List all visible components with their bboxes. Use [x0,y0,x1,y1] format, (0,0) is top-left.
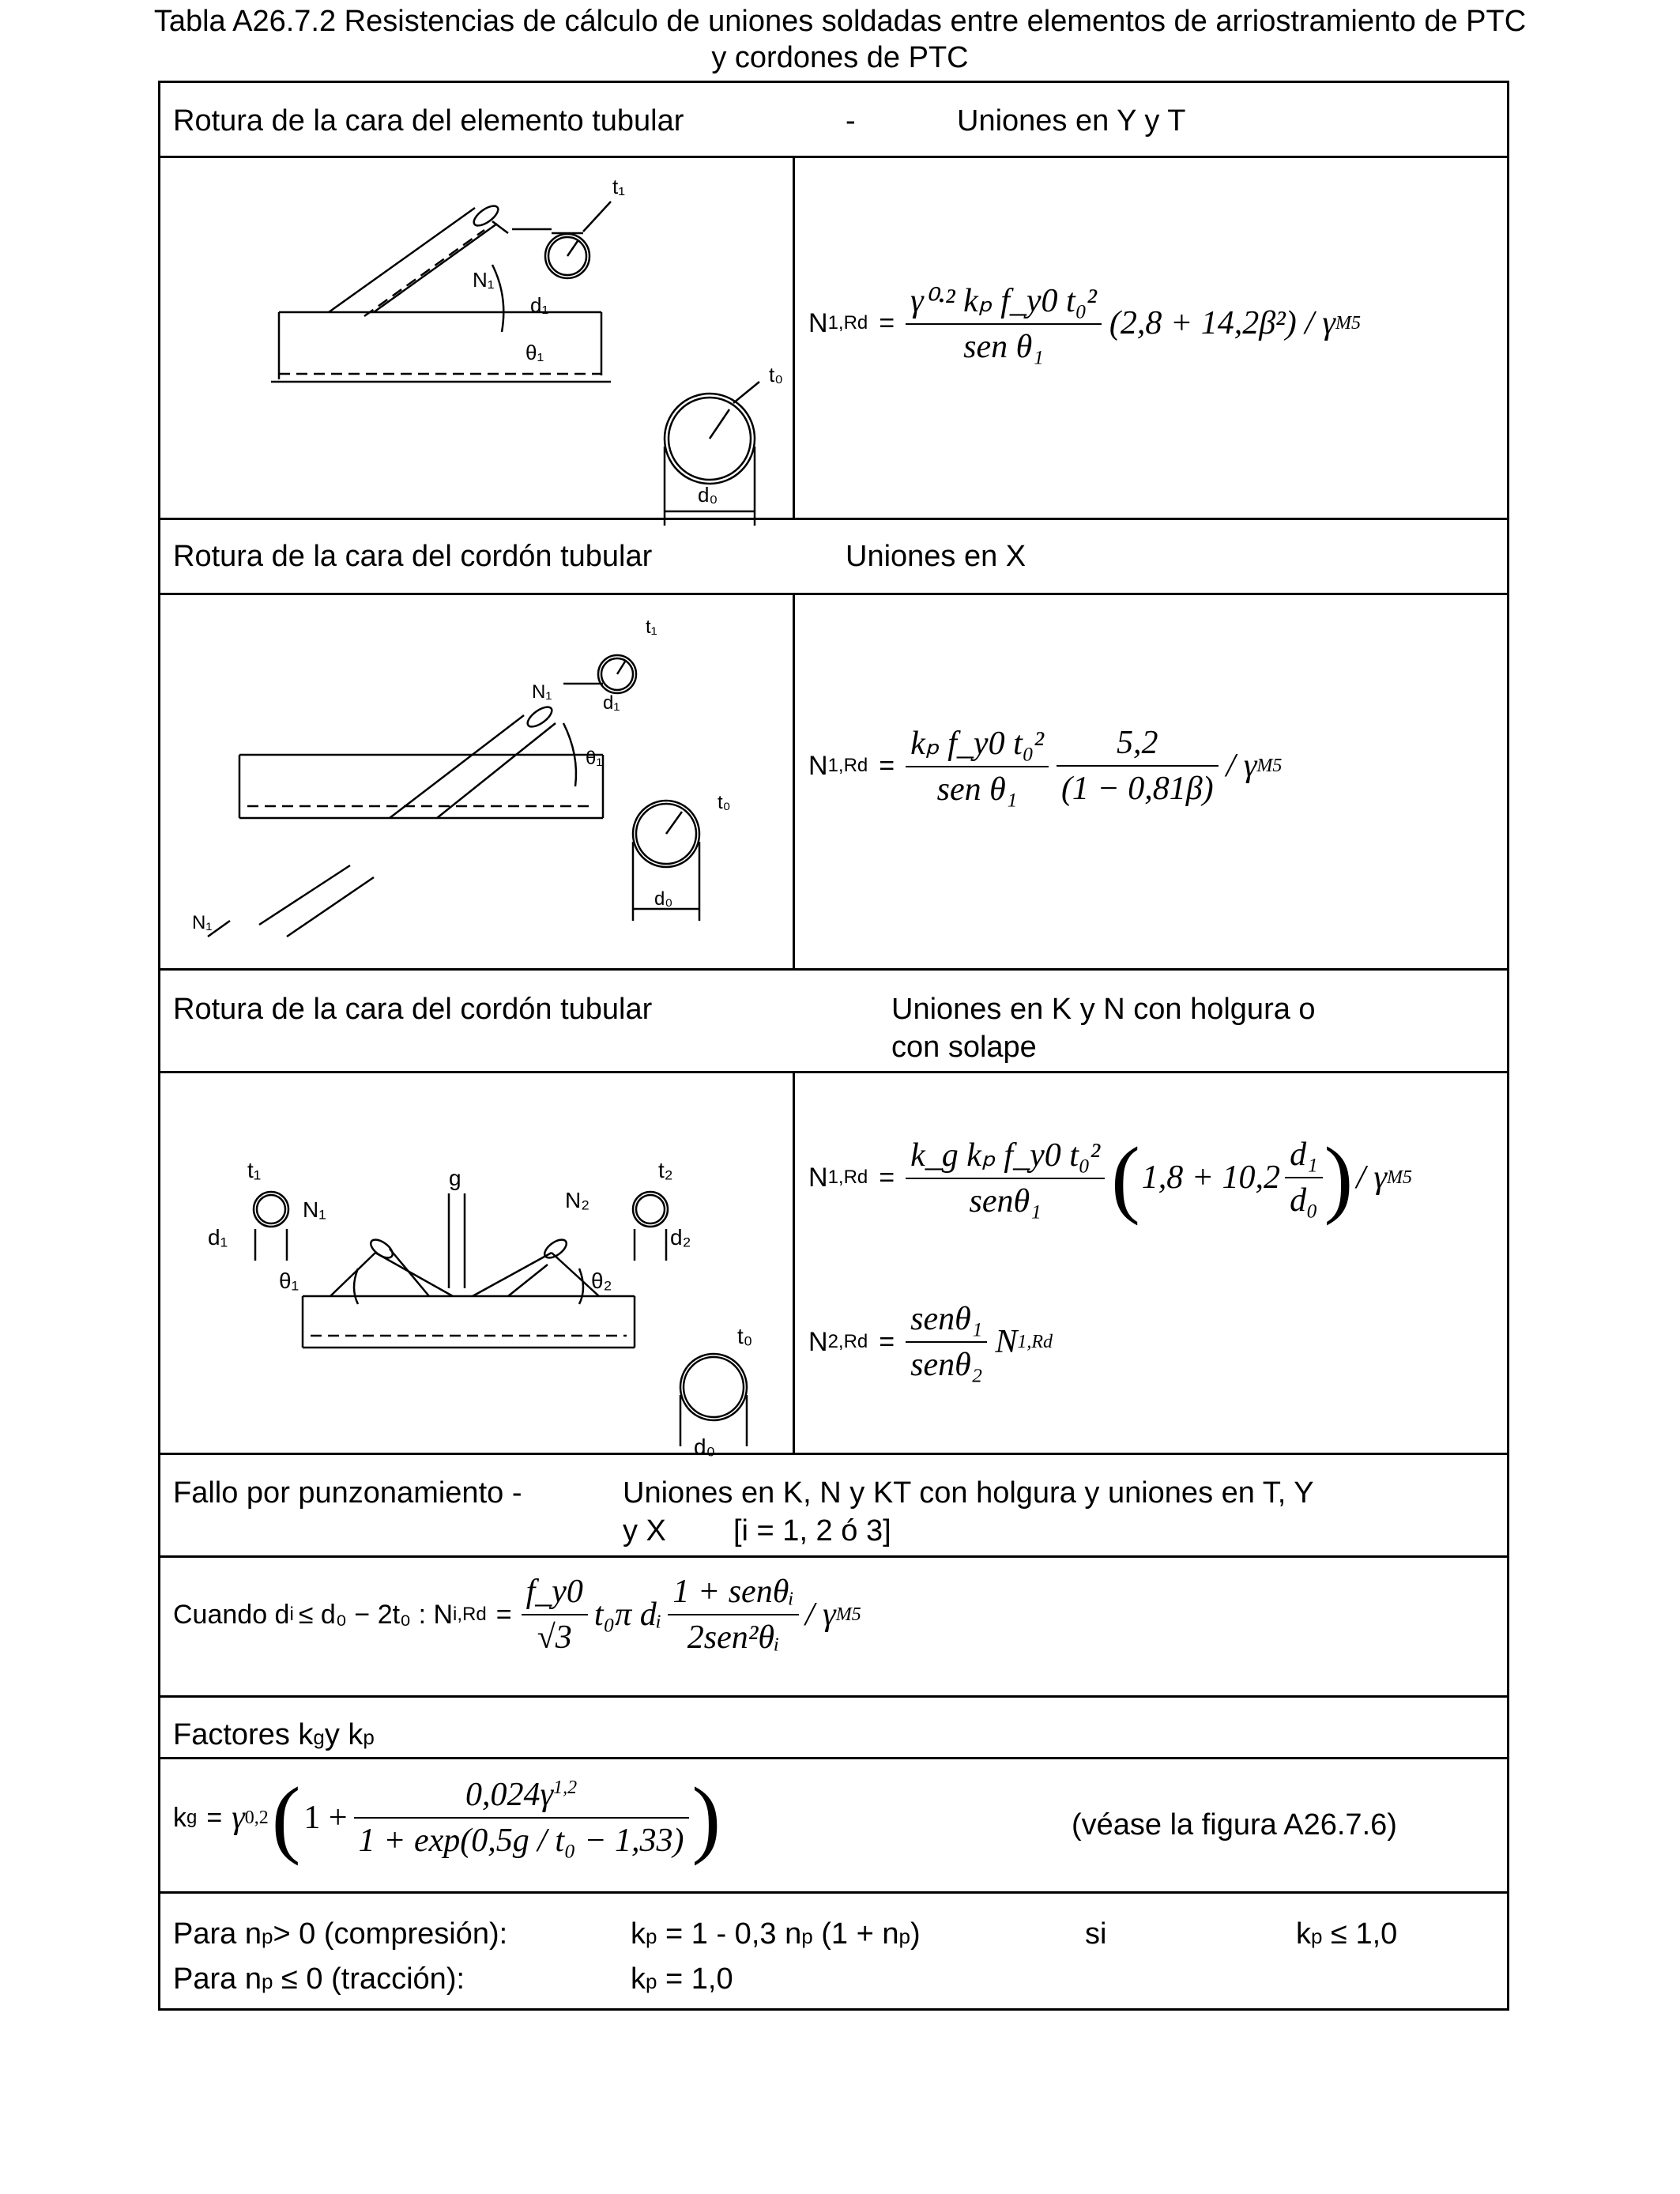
row8-si: si [1085,1917,1107,1951]
row3-formula-N2: N 2,Rd = $\frac{\text{senθ₁}}{\text{senθ₂}}$ N 1,Rd [808,1301,1053,1383]
label-theta1: θ₁ [525,341,544,364]
row-divider [160,156,1507,158]
label-t1: t₁ [612,175,625,198]
row2-formula: N 1,Rd = $\frac{\text{kₚ f\_y0 t₀²}}{\text{sen θ₁}}$ $\frac{5,2}{(1 - 0,81\beta)}$ / γ M5 [808,725,1283,808]
row1-formula: N 1,Rd = $\frac{\text{γ⁰·² kₚ f\_y0 t₀²}}{\text{sen θ₁}}$ (2,8 + 14,2β²) / γ M5 [808,281,1361,366]
table-title [0,3,1680,76]
row3-right-heading-1: Uniones en K y N con holgura o [891,993,1316,1026]
row8-kp-tension: kp = 1,0 [631,1962,733,1996]
row-divider [160,593,1507,595]
label-t1: t₁ [646,616,657,638]
y-t-joint-figure [271,170,785,518]
label-N2: N₂ [565,1188,590,1212]
row8-compression: Para np> 0 (compresión): [173,1917,508,1951]
label-t0: t₀ [769,363,784,386]
label-g: g [449,1166,461,1190]
row-divider [160,1757,1507,1759]
row-divider [160,518,1507,520]
row-divider [160,968,1507,971]
col-divider [793,593,795,968]
row1-right-heading: Uniones en Y y T [957,104,1186,138]
label-N1: N₁ [532,681,552,703]
label-d0: d₀ [654,888,673,910]
row8-kp-compression: kp = 1 - 0,3 np (1 + np) [631,1917,921,1951]
label-theta1: θ₁ [279,1269,299,1293]
row-divider [160,1453,1507,1455]
row-divider [160,1695,1507,1698]
row4-right-line-2b: [i = 1, 2 ó 3] [733,1514,891,1547]
row7-figure-reference: (véase la figura A26.7.6) [1072,1808,1397,1842]
row-divider [160,1555,1507,1558]
label-d1: d₁ [208,1225,228,1250]
label-theta2: θ₂ [591,1269,612,1293]
x-joint-figure [192,605,785,968]
col-divider [793,1071,795,1453]
label-d0: d₀ [698,483,718,507]
row8-tension: Para np ≤ 0 (tracción): [173,1962,465,1996]
row4-left-heading: Fallo por punzonamiento - [173,1476,522,1510]
title-line-1: Tabla A26.7.2 Resistencias de cálculo de uniones soldadas entre elementos de arriostramiento de PTC [153,5,1527,38]
k-n-joint-figure [192,1083,785,1459]
row8-kp-limit: kp ≤ 1,0 [1296,1917,1398,1951]
label-t0: t₀ [737,1324,753,1348]
label-theta1: θ₁ [586,748,603,769]
label-d0: d₀ [694,1434,716,1459]
label-t1: t₁ [247,1158,262,1182]
row3-right-heading-2: con solape [891,1031,1037,1064]
label-N1-lower: N₁ [192,912,213,933]
row4-right-line-1: Uniones en K, N y KT con holgura y uniones en T, Y [623,1476,1314,1510]
label-t0: t₀ [718,792,731,813]
row5-punching-formula: Cuando d i ≤ d₀ − 2t₀ : N i,Rd = $\frac{f\_y0}{√3}$ t₀π dᵢ $\frac{\text{1 + senθᵢ}}{\text{2sen²θᵢ}}$ / γ M5 [173,1574,861,1656]
row4-right-line-2a: y X [623,1514,666,1547]
row3-formula-N1: N 1,Rd = $\frac{\text{k\_g kₚ f\_y0 t₀²}}{\text{senθ₁}}$ ( 1,8 + 10,2 $\frac{\text{d₁}}{\text{d₀}}$ ) / γ M5 [808,1129,1413,1226]
row2-left-heading: Rotura de la cara del cordón tubular [173,540,653,573]
row-divider [160,1891,1507,1894]
label-d1: d₁ [603,692,620,714]
label-N1: N₁ [303,1197,326,1222]
title-line-2: y cordones de PTC [711,41,969,74]
label-d2: d₂ [670,1225,691,1250]
label-t2: t₂ [658,1158,673,1182]
col-divider [793,156,795,518]
label-N1: N₁ [473,268,495,292]
row7-kg-formula: k g = γ 0,2 ( 1 + $\frac{0,024\gamma^{1,2}}{\text{1 + exp(0,5g / t₀ − 1,33)}}$ ) [173,1770,721,1866]
resistance-table [158,81,1509,2011]
row-divider [160,1071,1507,1073]
label-d1: d₁ [530,293,549,317]
row3-left-heading: Rotura de la cara del cordón tubular [173,993,653,1026]
row6-factors-heading: Factores kgy kp [173,1718,375,1751]
row1-dash: - [846,104,856,138]
row1-left-heading: Rotura de la cara del elemento tubular [173,104,684,138]
row2-right-heading: Uniones en X [846,540,1026,573]
